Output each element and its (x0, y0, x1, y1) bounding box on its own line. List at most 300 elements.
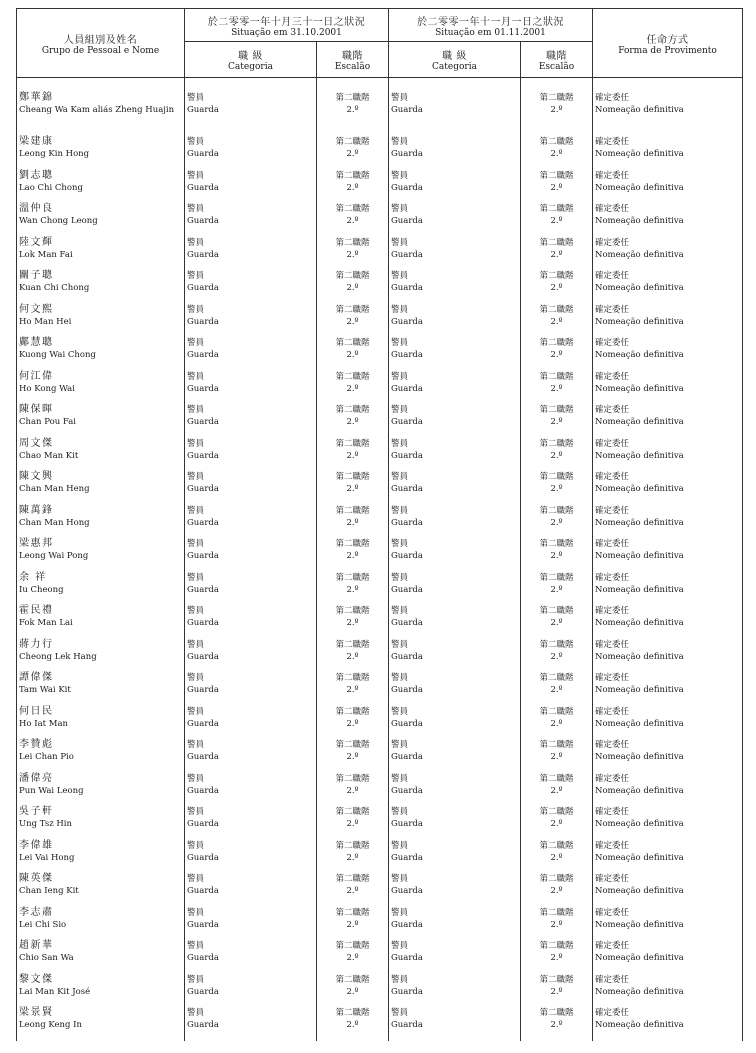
escalao-pt: 2.º (550, 919, 563, 930)
person-name-zh: 余 祥 (19, 571, 47, 583)
escalao-zh: 第二職階 (335, 773, 370, 784)
category-pt: Guarda (187, 105, 219, 115)
escalao-zh: 第二職階 (335, 338, 370, 348)
provision-cell (593, 404, 743, 438)
person-cell (17, 270, 185, 304)
escalao-cell-1 (317, 773, 389, 807)
person-name-zh: 李偉雄 (19, 839, 54, 851)
table-row (17, 974, 743, 1008)
escalao-pt: 2.º (550, 718, 563, 729)
category-pt: Guarda (187, 383, 219, 394)
category-pt: Guarda (391, 685, 423, 695)
provision-pt: Nomeação definitiva (595, 886, 684, 896)
person-cell (17, 639, 185, 673)
provision-pt: Nomeação definitiva (595, 484, 684, 494)
escalao-pt: 2.º (346, 417, 359, 427)
escalao-zh: 第二職階 (335, 170, 370, 181)
provision-zh: 確定委任 (595, 338, 630, 348)
escalao-pt: 2.º (346, 651, 359, 662)
escalao-pt: 2.º (346, 584, 359, 595)
category-zh: 警員 (391, 304, 409, 315)
escalao-pt: 2.º (346, 886, 359, 896)
provision-cell (593, 471, 743, 505)
escalao-cell-1 (317, 438, 389, 472)
provision-pt: Nomeação definitiva (595, 216, 684, 226)
category-cell-2 (389, 304, 521, 338)
person-name-zh: 李贊彪 (19, 739, 54, 750)
escalao-cell-2 (521, 806, 593, 840)
category-header-zh: 職 級 (442, 51, 467, 62)
table-row (17, 773, 743, 807)
escalao-cell-1 (317, 404, 389, 438)
escalao-zh: 第二職階 (539, 505, 574, 516)
person-name-pt: Pun Wai Leong (19, 785, 84, 796)
escalao-pt: 2.º (346, 182, 359, 193)
provision-zh: 確定委任 (595, 505, 630, 516)
person-cell (17, 170, 185, 204)
category-cell-2 (389, 438, 521, 472)
category-cell-1 (185, 237, 317, 271)
provision-zh: 確定委任 (595, 93, 630, 103)
category-pt: Guarda (187, 1020, 219, 1030)
category-pt: Guarda (391, 350, 423, 360)
person-name-pt: Wan Chong Leong (19, 216, 98, 226)
provision-cell (593, 438, 743, 472)
category-zh: 警員 (187, 773, 205, 784)
provision-pt: Nomeação definitiva (595, 149, 684, 159)
escalao-header-zh: 職階 (546, 51, 567, 62)
person-name-pt: Cheong Lek Hang (19, 651, 97, 662)
escalao-pt: 2.º (550, 350, 563, 360)
escalao-pt: 2.º (550, 484, 563, 494)
provision-cell (593, 538, 743, 572)
escalao-zh: 第二職階 (539, 204, 574, 214)
escalao-header-pt: Escalão (334, 62, 371, 72)
category-zh: 警員 (187, 941, 205, 951)
category-zh: 警員 (391, 974, 409, 985)
category-pt: Guarda (391, 752, 423, 762)
category-pt: Guarda (187, 417, 219, 427)
person-name-pt: Cheang Wa Kam aliás Zheng Huajin (19, 105, 175, 115)
provision-pt: Nomeação definitiva (595, 417, 684, 427)
category-cell-2 (389, 639, 521, 673)
escalao-pt: 2.º (346, 785, 359, 796)
category-pt: Guarda (391, 517, 423, 528)
category-pt: Guarda (391, 1020, 423, 1030)
escalao-zh: 第二職階 (335, 941, 370, 951)
person-name-pt: Chan Pou Fai (19, 417, 76, 427)
escalao-zh: 第二職階 (335, 237, 370, 248)
category-pt: Guarda (391, 953, 423, 963)
table-row (17, 840, 743, 874)
category-zh: 警員 (187, 974, 205, 985)
escalao-pt: 2.º (550, 785, 563, 796)
category-pt: Guarda (391, 283, 423, 293)
provision-cell (593, 572, 743, 606)
escalao-zh: 第二職階 (335, 1008, 370, 1018)
escalao-zh: 第二職階 (335, 807, 370, 817)
table-row (17, 270, 743, 304)
provision-pt: Nomeação definitiva (595, 752, 684, 762)
provision-cell (593, 1007, 743, 1041)
escalao-cell-2 (521, 170, 593, 204)
category-cell-1 (185, 371, 317, 405)
escalao-pt: 2.º (346, 718, 359, 729)
category-zh: 警員 (187, 371, 205, 382)
category-zh: 警員 (391, 438, 409, 449)
table-row (17, 706, 743, 740)
escalao-zh: 第二職階 (539, 438, 574, 449)
escalao-pt: 2.º (346, 919, 359, 930)
escalao-zh: 第二職階 (335, 304, 370, 315)
person-cell (17, 840, 185, 874)
category-zh: 警員 (391, 237, 409, 248)
category-cell-2 (389, 170, 521, 204)
person-cell (17, 974, 185, 1008)
category-pt: Guarda (391, 249, 423, 260)
escalao-pt: 2.º (550, 105, 563, 115)
category-zh: 警員 (391, 539, 409, 549)
category-zh: 警員 (187, 740, 205, 750)
escalao-pt: 2.º (346, 819, 359, 829)
person-name-zh: 何文熙 (19, 303, 54, 315)
person-name-zh: 陳萬鋒 (19, 504, 54, 516)
escalao-pt: 2.º (550, 517, 563, 528)
escalao-cell-1 (317, 203, 389, 237)
category-pt: Guarda (187, 484, 219, 494)
category-header-pt: Categoria (228, 62, 273, 72)
escalao-zh: 第二職階 (539, 673, 574, 683)
category-cell-2 (389, 840, 521, 874)
category-zh: 警員 (391, 807, 409, 817)
table-row (17, 907, 743, 941)
person-name-pt: Leong Wai Pong (19, 551, 89, 561)
escalao-zh: 第二職階 (539, 907, 574, 918)
category-cell-2 (389, 873, 521, 907)
category-zh: 警員 (391, 941, 409, 951)
provision-pt: Nomeação definitiva (595, 618, 684, 628)
personnel-table (16, 8, 743, 1041)
provision-pt: Nomeação definitiva (595, 283, 684, 293)
category-zh: 警員 (187, 137, 205, 147)
category-zh: 警員 (187, 907, 205, 918)
category-pt: Guarda (187, 651, 219, 662)
escalao-pt: 2.º (550, 249, 563, 260)
escalao-pt: 2.º (346, 216, 359, 226)
person-cell (17, 438, 185, 472)
category-zh: 警員 (391, 740, 409, 750)
escalao-pt: 2.º (346, 383, 359, 394)
person-cell (17, 136, 185, 170)
provision-cell (593, 505, 743, 539)
category-cell-1 (185, 136, 317, 170)
escalao-cell-1 (317, 572, 389, 606)
escalao-cell-2 (521, 505, 593, 539)
category-zh: 警員 (391, 271, 409, 281)
category-pt: Guarda (391, 651, 423, 662)
group-header-pt: Grupo de Pessoal e Nome (41, 45, 160, 56)
escalao-zh: 第二職階 (539, 472, 574, 482)
provision-pt: Nomeação definitiva (595, 383, 684, 394)
category-zh: 警員 (187, 706, 205, 717)
escalao-pt: 2.º (346, 852, 359, 863)
escalao-cell-2 (521, 92, 593, 136)
category-zh: 警員 (187, 539, 205, 549)
provision-pt: Nomeação definitiva (595, 953, 684, 963)
category-pt: Guarda (391, 886, 423, 896)
escalao-cell-2 (521, 572, 593, 606)
escalao-cell-2 (521, 203, 593, 237)
category-pt: Guarda (187, 149, 219, 159)
category-pt: Guarda (187, 283, 219, 293)
category-cell-2 (389, 974, 521, 1008)
escalao-cell-1 (317, 974, 389, 1008)
category-pt: Guarda (391, 316, 423, 327)
category-zh: 警員 (391, 572, 409, 583)
category-zh: 警員 (391, 706, 409, 717)
escalao-pt: 2.º (550, 618, 563, 628)
escalao-pt: 2.º (550, 953, 563, 963)
person-name-zh: 周文傑 (19, 437, 54, 449)
category-cell-2 (389, 806, 521, 840)
category-cell-2 (389, 371, 521, 405)
category-pt: Guarda (187, 819, 219, 829)
category-cell-1 (185, 940, 317, 974)
escalao-zh: 第二職階 (335, 572, 370, 583)
table-row (17, 237, 743, 271)
table-row (17, 337, 743, 371)
escalao-pt: 2.º (346, 752, 359, 762)
situation-2-header (389, 9, 593, 42)
escalao-header-1 (317, 42, 389, 78)
category-cell-2 (389, 940, 521, 974)
escalao-zh: 第二職階 (335, 840, 370, 851)
person-name-pt: Fok Man Lai (19, 618, 73, 628)
escalao-zh: 第二職階 (335, 204, 370, 214)
person-name-zh: 陳文興 (19, 471, 54, 482)
escalao-zh: 第二職階 (539, 840, 574, 851)
escalao-zh: 第二職階 (335, 137, 370, 147)
table-row (17, 92, 743, 136)
person-name-zh: 陳保暉 (19, 404, 54, 415)
person-cell (17, 706, 185, 740)
category-zh: 警員 (187, 93, 205, 103)
escalao-zh: 第二職階 (335, 606, 370, 616)
provision-header-pt: Forma de Provimento (618, 45, 717, 56)
provision-cell (593, 907, 743, 941)
category-cell-2 (389, 739, 521, 773)
escalao-pt: 2.º (346, 618, 359, 628)
escalao-zh: 第二職階 (335, 874, 370, 884)
category-zh: 警員 (391, 639, 409, 650)
escalao-zh: 第二職階 (539, 237, 574, 248)
category-pt: Guarda (391, 584, 423, 595)
category-cell-2 (389, 605, 521, 639)
escalao-cell-1 (317, 639, 389, 673)
provision-pt: Nomeação definitiva (595, 584, 684, 595)
escalao-cell-1 (317, 739, 389, 773)
provision-cell (593, 237, 743, 271)
provision-cell (593, 170, 743, 204)
category-zh: 警員 (187, 338, 205, 348)
provision-zh: 確定委任 (595, 740, 630, 750)
header-gap (17, 78, 743, 93)
escalao-cell-1 (317, 136, 389, 170)
person-name-pt: Lok Man Fai (19, 249, 73, 260)
category-zh: 警員 (187, 405, 205, 415)
provision-zh: 確定委任 (595, 907, 630, 918)
person-name-zh: 梁景賢 (19, 1007, 54, 1018)
person-name-zh: 潘偉亮 (19, 772, 54, 784)
escalao-cell-2 (521, 706, 593, 740)
provision-pt: Nomeação definitiva (595, 986, 684, 997)
category-cell-2 (389, 907, 521, 941)
provision-cell (593, 337, 743, 371)
escalao-pt: 2.º (550, 551, 563, 561)
person-name-pt: Ho Kong Wai (19, 383, 75, 394)
situation-1-header (185, 9, 389, 42)
provision-cell (593, 371, 743, 405)
situation-2-pt: Situação em 01.11.2001 (435, 27, 546, 38)
person-cell (17, 404, 185, 438)
escalao-zh: 第二職階 (335, 907, 370, 918)
table-row (17, 438, 743, 472)
person-cell (17, 1007, 185, 1041)
escalao-zh: 第二職階 (539, 271, 574, 281)
person-name-zh: 鄭華錦 (19, 92, 54, 103)
person-cell (17, 304, 185, 338)
escalao-pt: 2.º (550, 383, 563, 394)
person-name-pt: Lei Chan Pio (19, 752, 74, 762)
escalao-pt: 2.º (550, 819, 563, 829)
escalao-pt: 2.º (346, 685, 359, 695)
provision-cell (593, 873, 743, 907)
category-cell-1 (185, 1007, 317, 1041)
person-name-zh: 陳英傑 (19, 873, 54, 884)
category-cell-2 (389, 538, 521, 572)
category-zh: 警員 (187, 237, 205, 248)
escalao-cell-2 (521, 237, 593, 271)
provision-pt: Nomeação definitiva (595, 517, 684, 528)
provision-zh: 確定委任 (595, 539, 630, 549)
person-name-pt: Ho Man Hei (19, 316, 72, 327)
category-pt: Guarda (187, 450, 219, 461)
escalao-pt: 2.º (346, 249, 359, 260)
situation-2-zh: 於二零零一年十一月一日之狀況 (417, 16, 564, 28)
escalao-pt: 2.º (550, 1020, 563, 1030)
provision-cell (593, 773, 743, 807)
category-pt: Guarda (187, 182, 219, 193)
escalao-cell-2 (521, 907, 593, 941)
escalao-zh: 第二職階 (539, 338, 574, 348)
category-zh: 警員 (391, 1008, 409, 1018)
person-name-zh: 吳子軒 (19, 806, 54, 817)
escalao-zh: 第二職階 (539, 874, 574, 884)
category-zh: 警員 (187, 204, 205, 214)
person-name-pt: Lai Man Kit José (19, 986, 91, 997)
escalao-pt: 2.º (346, 953, 359, 963)
category-pt: Guarda (391, 919, 423, 930)
escalao-pt: 2.º (550, 149, 563, 159)
person-name-zh: 黎文傑 (19, 973, 54, 985)
escalao-cell-2 (521, 438, 593, 472)
category-cell-1 (185, 505, 317, 539)
category-cell-2 (389, 672, 521, 706)
escalao-zh: 第二職階 (335, 438, 370, 449)
escalao-cell-1 (317, 371, 389, 405)
table-row (17, 304, 743, 338)
person-name-pt: Chan Man Heng (19, 484, 90, 494)
category-pt: Guarda (391, 149, 423, 159)
escalao-cell-2 (521, 639, 593, 673)
provision-zh: 確定委任 (595, 170, 630, 181)
category-cell-2 (389, 404, 521, 438)
category-cell-2 (389, 237, 521, 271)
person-name-pt: Chao Man Kit (19, 450, 79, 461)
escalao-cell-1 (317, 471, 389, 505)
category-cell-1 (185, 92, 317, 136)
person-cell (17, 471, 185, 505)
category-cell-1 (185, 170, 317, 204)
category-cell-2 (389, 203, 521, 237)
escalao-pt: 2.º (550, 886, 563, 896)
category-zh: 警員 (391, 472, 409, 482)
category-pt: Guarda (391, 383, 423, 394)
category-cell-1 (185, 773, 317, 807)
category-pt: Guarda (391, 450, 423, 461)
category-pt: Guarda (391, 618, 423, 628)
escalao-zh: 第二職階 (539, 606, 574, 616)
provision-zh: 確定委任 (595, 271, 630, 281)
provision-zh: 確定委任 (595, 1008, 630, 1018)
escalao-cell-2 (521, 404, 593, 438)
provision-zh: 確定委任 (595, 941, 630, 951)
category-cell-1 (185, 840, 317, 874)
person-cell (17, 940, 185, 974)
provision-cell (593, 270, 743, 304)
category-cell-2 (389, 706, 521, 740)
table-row (17, 672, 743, 706)
escalao-zh: 第二職階 (335, 740, 370, 750)
category-zh: 警員 (391, 137, 409, 147)
escalao-pt: 2.º (346, 484, 359, 494)
person-name-zh: 何江偉 (19, 370, 54, 382)
provision-cell (593, 940, 743, 974)
escalao-pt: 2.º (346, 551, 359, 561)
escalao-zh: 第二職階 (335, 539, 370, 549)
provision-cell (593, 706, 743, 740)
category-cell-1 (185, 706, 317, 740)
escalao-cell-1 (317, 840, 389, 874)
person-name-zh: 趙新華 (19, 940, 54, 951)
provision-zh: 確定委任 (595, 137, 630, 147)
escalao-cell-1 (317, 1007, 389, 1041)
person-name-zh: 霍民禮 (19, 605, 54, 616)
provision-pt: Nomeação definitiva (595, 1020, 684, 1030)
escalao-zh: 第二職階 (335, 706, 370, 717)
escalao-cell-2 (521, 304, 593, 338)
escalao-pt: 2.º (346, 105, 359, 115)
provision-zh: 確定委任 (595, 438, 630, 449)
escalao-zh: 第二職階 (539, 170, 574, 181)
person-cell (17, 739, 185, 773)
category-pt: Guarda (391, 718, 423, 729)
group-name-header (17, 9, 185, 78)
person-name-pt: Iu Cheong (19, 584, 64, 595)
category-pt: Guarda (187, 584, 219, 595)
category-zh: 警員 (391, 204, 409, 214)
category-cell-2 (389, 773, 521, 807)
